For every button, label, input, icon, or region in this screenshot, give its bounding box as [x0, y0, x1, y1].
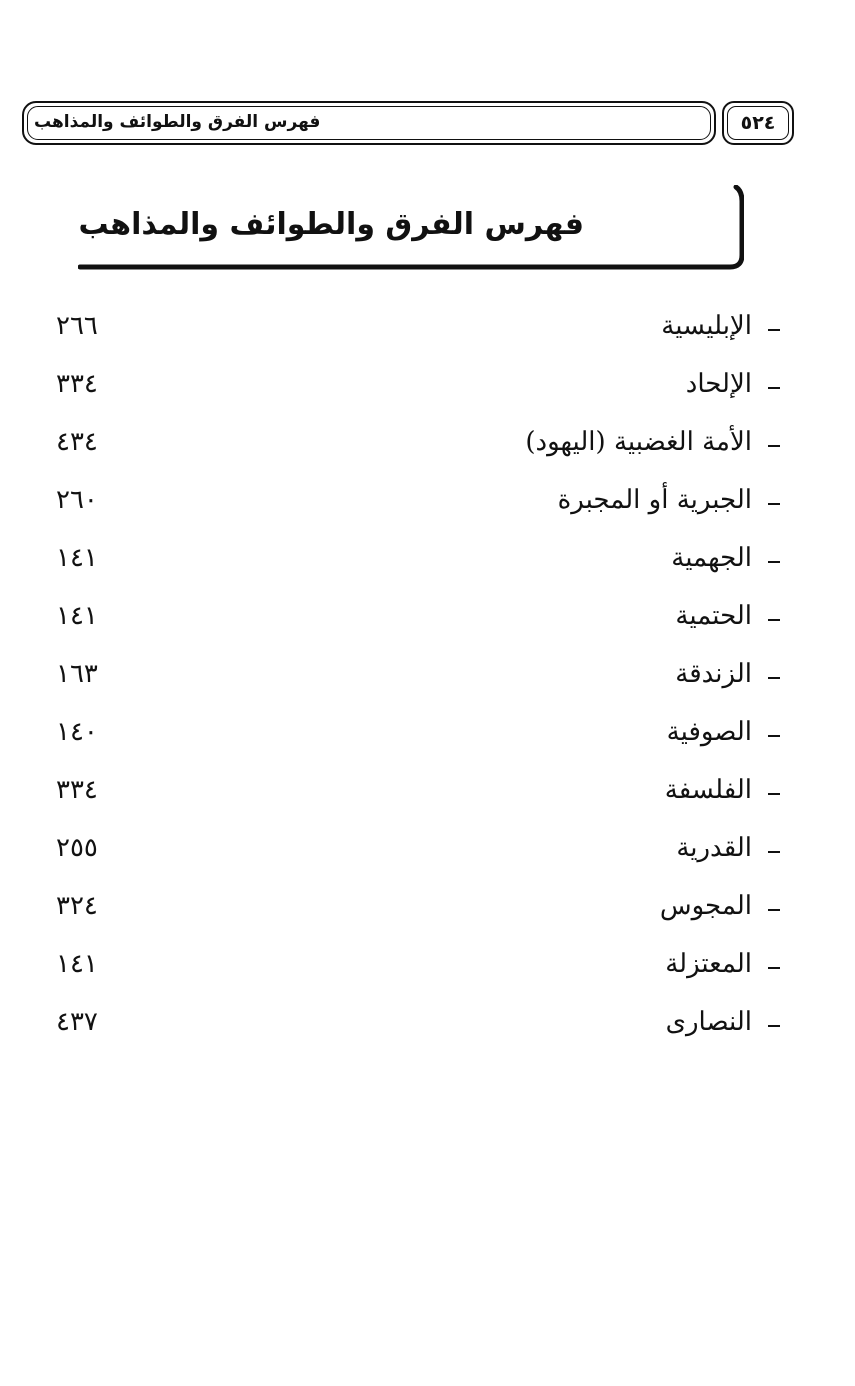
entry-name: الصوفية — [666, 717, 752, 747]
index-row — [50, 595, 790, 653]
entry-page-number: ٤٣٧ — [56, 1007, 98, 1037]
entry-page-number: ١٤١ — [56, 949, 98, 979]
index-row — [50, 1001, 790, 1059]
section-title: فهرس الفرق والطوائف والمذاهب — [78, 207, 584, 242]
index-row — [50, 479, 790, 537]
entry-dash — [768, 387, 780, 389]
entry-name: المجوس — [659, 891, 752, 921]
entry-page-number: ٢٦٠ — [56, 485, 98, 515]
entry-dash — [768, 1025, 780, 1027]
page-number-box — [722, 101, 794, 145]
running-header — [22, 101, 794, 147]
entry-dash — [768, 851, 780, 853]
index-list — [50, 305, 790, 1059]
page-number: ٥٢٤ — [740, 112, 776, 134]
entry-dash — [768, 793, 780, 795]
entry-name: الأمة الغضبية (اليهود) — [525, 427, 752, 457]
entry-name: الجبرية أو المجبرة — [557, 485, 752, 515]
index-row — [50, 711, 790, 769]
entry-page-number: ١٤٠ — [56, 717, 98, 747]
running-header-title: فهرس الفرق والطوائف والمذاهب — [34, 112, 321, 132]
entry-dash — [768, 677, 780, 679]
entry-page-number: ٣٣٤ — [56, 369, 98, 399]
entry-dash — [768, 967, 780, 969]
entry-page-number: ١٦٣ — [56, 659, 98, 689]
entry-page-number: ٤٣٤ — [56, 427, 98, 457]
index-row — [50, 885, 790, 943]
entry-name: القدرية — [676, 833, 752, 863]
index-row — [50, 537, 790, 595]
index-row — [50, 827, 790, 885]
entry-page-number: ٣٢٤ — [56, 891, 98, 921]
entry-page-number: ١٤١ — [56, 543, 98, 573]
entry-name: الإبليسية — [661, 311, 752, 341]
entry-dash — [768, 619, 780, 621]
entry-page-number: ٢٥٥ — [56, 833, 98, 863]
entry-dash — [768, 909, 780, 911]
entry-name: الفلسفة — [664, 775, 752, 805]
index-row — [50, 653, 790, 711]
entry-page-number: ٣٣٤ — [56, 775, 98, 805]
entry-name: النصارى — [665, 1007, 752, 1037]
entry-name: الحتمية — [675, 601, 752, 631]
index-row — [50, 421, 790, 479]
index-row — [50, 305, 790, 363]
entry-dash — [768, 329, 780, 331]
entry-name: الزندقة — [675, 659, 752, 689]
entry-dash — [768, 561, 780, 563]
entry-dash — [768, 503, 780, 505]
entry-dash — [768, 445, 780, 447]
entry-page-number: ١٤١ — [56, 601, 98, 631]
index-row — [50, 363, 790, 421]
entry-name: الإلحاد — [685, 369, 752, 399]
index-row — [50, 943, 790, 1001]
entry-page-number: ٢٦٦ — [56, 311, 98, 341]
entry-name: المعتزلة — [665, 949, 752, 979]
running-header-title-box — [22, 101, 716, 145]
entry-name: الجهمية — [671, 543, 752, 573]
index-row — [50, 769, 790, 827]
entry-dash — [768, 735, 780, 737]
section-heading — [78, 185, 744, 273]
